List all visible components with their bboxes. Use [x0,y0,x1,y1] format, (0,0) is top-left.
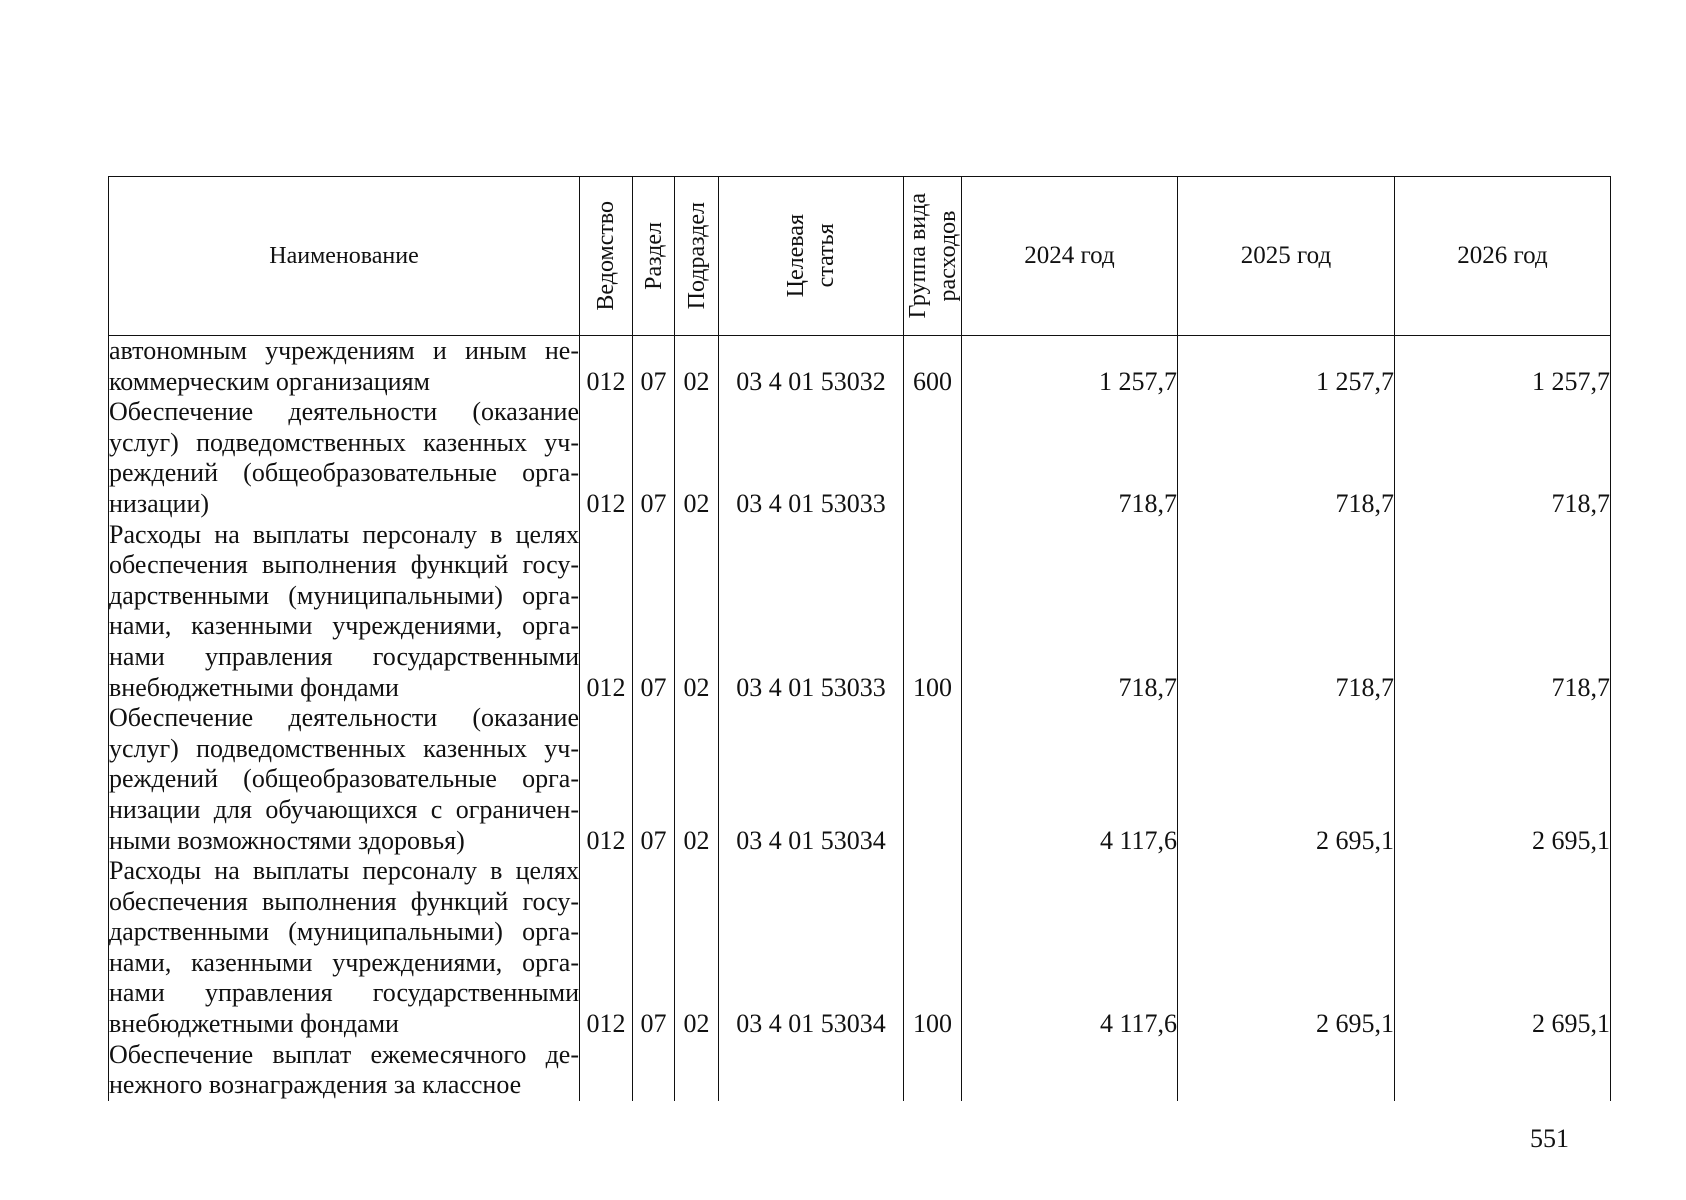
row-podrazdel [675,1040,719,1101]
row-2024: 4 117,6 [962,856,1178,1040]
table-row [109,520,1611,704]
row-name: Расходы на выплаты персоналу в целях обеспечения выполнения функций госу-дарственными (муниципальными) орга-нами, казенными учреждениями, орга-нами управления государственными внебюджетными фондами [109,519,579,702]
row-2024: 718,7 [962,520,1178,704]
header-gruppa-vida-rashodov: Группа вида расходов [904,177,962,336]
row-celevaya-statya [719,1040,904,1101]
row-podrazdel: 02 [675,397,719,519]
row-vedomstvo [580,1040,633,1101]
table-row [109,336,1611,398]
row-celevaya-statya: 03 4 01 53032 [719,336,904,398]
row-2024 [962,1040,1178,1101]
row-gruppa: 100 [904,856,962,1040]
row-celevaya-statya: 03 4 01 53034 [719,856,904,1040]
row-name: автономным учреждениям и иным не-коммерческим организациям [109,336,579,396]
row-2024: 4 117,6 [962,703,1178,856]
row-vedomstvo: 012 [580,856,633,1040]
table-row [109,856,1611,1040]
row-2026: 1 257,7 [1395,336,1611,398]
row-2024: 718,7 [962,397,1178,519]
row-2026: 718,7 [1395,397,1611,519]
row-2024: 1 257,7 [962,336,1178,398]
header-2024: 2024 год [962,177,1178,336]
row-celevaya-statya: 03 4 01 53033 [719,397,904,519]
row-podrazdel: 02 [675,336,719,398]
row-podrazdel: 02 [675,703,719,856]
row-vedomstvo: 012 [580,703,633,856]
row-2025: 2 695,1 [1178,856,1395,1040]
row-razdel: 07 [633,397,675,519]
header-name: Наименование [109,177,580,336]
table-header-row [109,177,1611,336]
row-podrazdel: 02 [675,520,719,704]
table-row [109,1040,1611,1101]
row-vedomstvo: 012 [580,397,633,519]
row-gruppa: 600 [904,336,962,398]
row-celevaya-statya: 03 4 01 53033 [719,520,904,704]
row-2026: 718,7 [1395,520,1611,704]
row-razdel [633,1040,675,1101]
row-2025: 1 257,7 [1178,336,1395,398]
header-2026: 2026 год [1395,177,1611,336]
row-2025 [1178,1040,1395,1101]
row-razdel: 07 [633,520,675,704]
header-vedomstvo: Ведомство [580,177,633,336]
row-razdel: 07 [633,856,675,1040]
row-razdel: 07 [633,703,675,856]
row-gruppa: 100 [904,520,962,704]
budget-table [108,176,1611,1101]
row-gruppa [904,1040,962,1101]
page-number: 551 [1530,1124,1569,1153]
row-vedomstvo: 012 [580,336,633,398]
row-2025: 718,7 [1178,397,1395,519]
row-gruppa [904,397,962,519]
row-razdel: 07 [633,336,675,398]
table-row [109,703,1611,856]
row-2025: 2 695,1 [1178,703,1395,856]
row-2026: 2 695,1 [1395,856,1611,1040]
row-name: Обеспечение выплат ежемесячного де-нежного вознаграждения за классное [109,1039,579,1100]
row-name: Обеспечение деятельности (оказание услуг) подведомственных казенных уч-реждений (общеобразовательные орга-низации) [109,397,579,518]
row-celevaya-statya: 03 4 01 53034 [719,703,904,856]
header-celevaya-statya: Целевая статья [719,177,904,336]
row-name: Расходы на выплаты персоналу в целях обеспечения выполнения функций госу-дарственными (муниципальными) орга-нами, казенными учреждениями, орга-нами управления государственными внебюджетными фондами [109,856,579,1039]
row-name: Обеспечение деятельности (оказание услуг) подведомственных казенных уч-реждений (общеобразовательные орга-низации для обучающихся с ограничен-ными возможностями здоровья) [109,703,579,855]
table-row [109,397,1611,519]
header-2025: 2025 год [1178,177,1395,336]
row-2026 [1395,1040,1611,1101]
row-2025: 718,7 [1178,520,1395,704]
header-podrazdel: Подраздел [675,177,719,336]
header-razdel: Раздел [633,177,675,336]
row-podrazdel: 02 [675,856,719,1040]
row-vedomstvo: 012 [580,520,633,704]
row-2026: 2 695,1 [1395,703,1611,856]
row-gruppa [904,703,962,856]
